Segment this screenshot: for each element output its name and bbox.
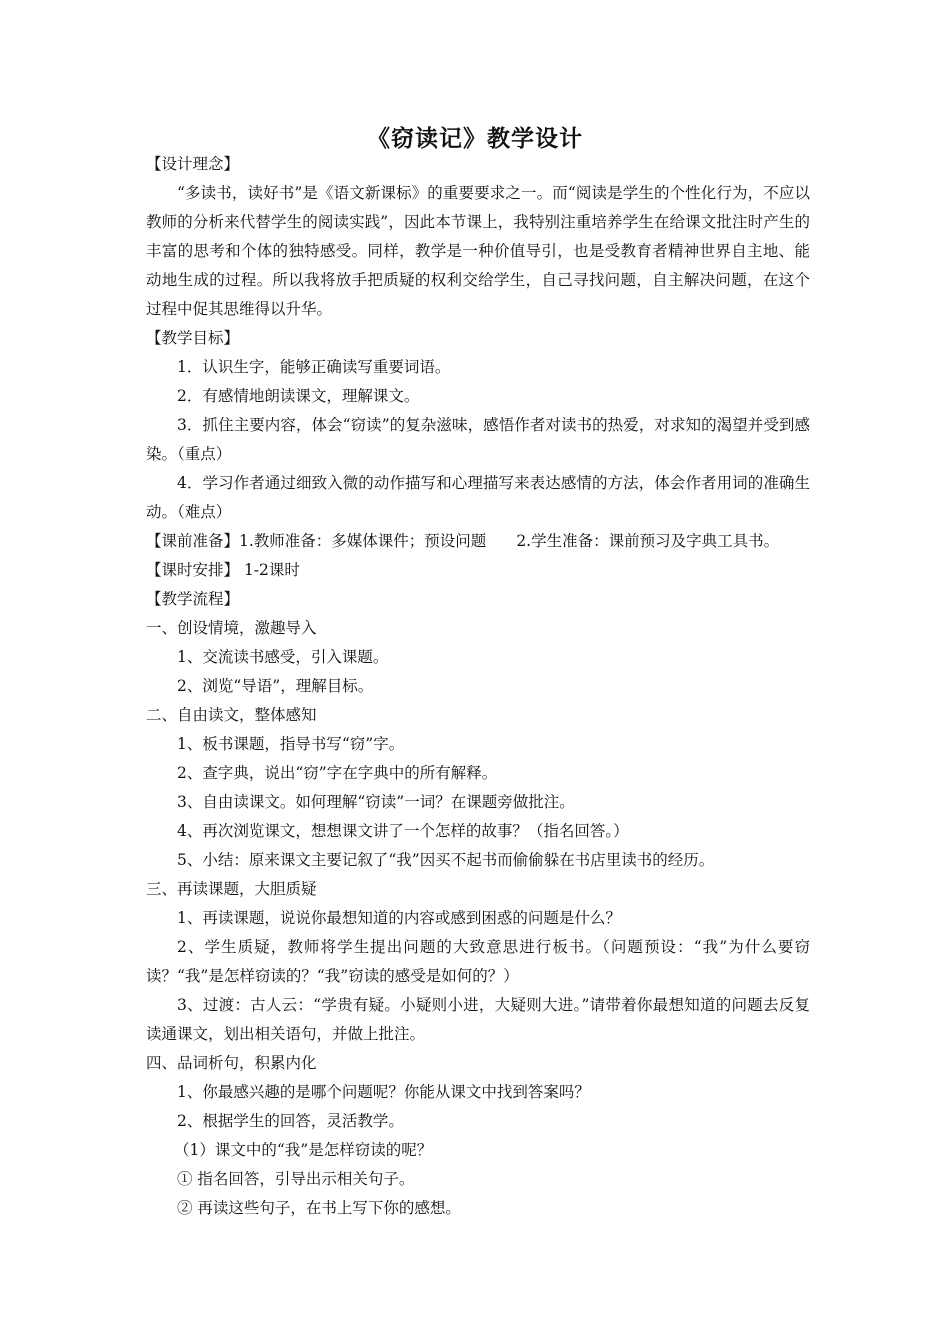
list-item: 2、学生质疑，教师将学生提出问题的大致意思进行板书。（问题预设：“我”为什么要窃读？“我”是怎样窃读的？“我”窃读的感受是如何的？） — [146, 938, 810, 985]
preparation-row — [146, 527, 810, 556]
list-item: 1、再读课题，说说你最想知道的内容或感到困惑的问题是什么？ — [177, 909, 621, 927]
list-item: 3、自由读课文。如何理解“窃读”一词？在课题旁做批注。 — [177, 793, 575, 811]
list-item: 2、浏览“导语”，理解目标。 — [177, 677, 374, 695]
sub-question: （1）课文中的“我”是怎样窃读的呢？ — [174, 1141, 433, 1159]
list-item: 5、小结：原来课文主要记叙了“我”因买不起书而偷偷躲在书店里读书的经历。 — [177, 851, 715, 869]
process-heading: 【教学流程】 — [146, 590, 240, 608]
section-title: 四、品词析句，积累内化 — [146, 1054, 317, 1072]
objective-item: 1．认识生字，能够正确读写重要词语。 — [177, 358, 451, 376]
sub-item: ② 再读这些句子，在书上写下你的感想。 — [177, 1199, 461, 1217]
objective-item: 2．有感情地朗读课文，理解课文。 — [177, 387, 420, 405]
objective-item: 4．学习作者通过细致入微的动作描写和心理描写来表达感情的方法，体会作者用词的准确生动。（难点） — [146, 474, 810, 521]
objective-item: 3．抓住主要内容，体会“窃读”的复杂滋味，感悟作者对读书的热爱，对求知的渴望并受到感染。（重点） — [146, 416, 810, 463]
document-body — [146, 150, 810, 1223]
preparation-student: 2.学生准备：课前预习及字典工具书。 — [516, 532, 780, 550]
list-item: 2、查字典，说出“窃”字在字典中的所有解释。 — [177, 764, 498, 782]
design-concept-heading: 【设计理念】 — [146, 155, 240, 173]
list-item: 1、交流读书感受，引入课题。 — [177, 648, 389, 666]
list-item: 1、板书课题，指导书写“窃”字。 — [177, 735, 405, 753]
list-item: 3、过渡：古人云：“学贵有疑。小疑则小进，大疑则大进。”请带着你最想知道的问题去反复读通课文，划出相关语句，并做上批注。 — [146, 996, 810, 1043]
schedule-value: 1-2课时 — [239, 561, 300, 579]
preparation-teacher: 1.教师准备：多媒体课件；预设问题 — [239, 532, 487, 550]
design-concept-paragraph: “多读书，读好书”是《语文新课标》的重要要求之一。而“阅读是学生的个性化行为，不应以教师的分析来代替学生的阅读实践”，因此本节课上，我特别注重培养学生在给课文批注时产生的丰富的思考和个体的独特感受。同样，教学是一种价值导引，也是受教育者精神世界自主地、能动地生成的过程。所以我将放手把质疑的权利交给学生，自己寻找问题，自主解决问题，在这个过程中促其思维得以升华。 — [146, 184, 810, 318]
list-item: 1、你最感兴趣的是哪个问题呢？你能从课文中找到答案吗？ — [177, 1083, 590, 1101]
section-title: 三、再读课题，大胆质疑 — [146, 880, 317, 898]
list-item: 2、根据学生的回答，灵活教学。 — [177, 1112, 404, 1130]
document-title: 《窃读记》教学设计 — [367, 125, 583, 152]
section-title: 二、自由读文，整体感知 — [146, 706, 317, 724]
sub-item: ① 指名回答，引导出示相关句子。 — [177, 1170, 415, 1188]
schedule-heading: 【课时安排】 — [146, 561, 240, 579]
schedule-row — [146, 556, 810, 585]
objectives-heading: 【教学目标】 — [146, 329, 240, 347]
preparation-heading: 【课前准备】 — [146, 532, 240, 550]
list-item: 4、再次浏览课文，想想课文讲了一个怎样的故事？（指名回答。） — [177, 822, 629, 840]
section-title: 一、创设情境，激趣导入 — [146, 619, 317, 637]
